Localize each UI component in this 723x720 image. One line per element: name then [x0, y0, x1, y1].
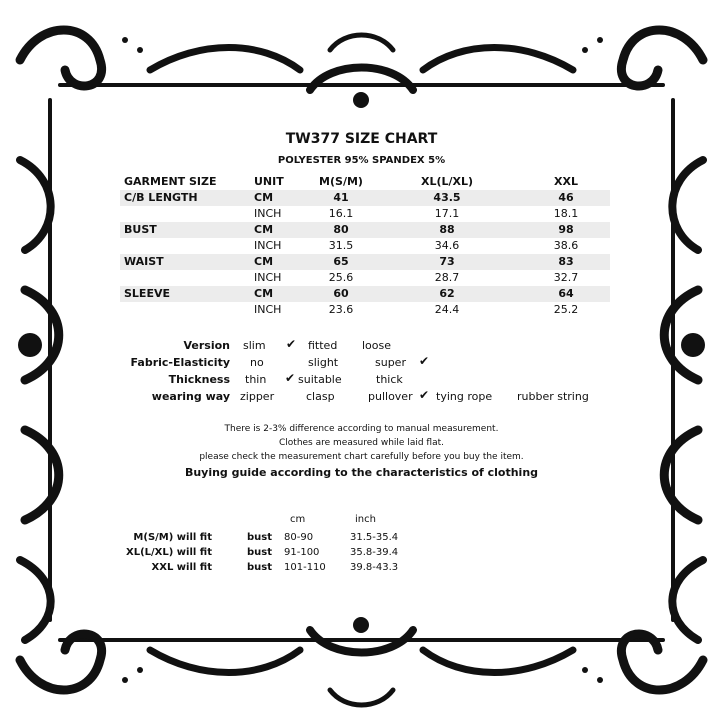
- fit-row-cm: 101-110: [284, 562, 326, 573]
- wearing-option: zipper: [240, 390, 275, 403]
- header-size-m: M(S/M): [319, 175, 363, 188]
- value-m: 65: [333, 255, 349, 268]
- table-header-row: [120, 174, 610, 190]
- value-xl: 88: [439, 223, 455, 236]
- fit-row-part: bust: [247, 562, 273, 573]
- fit-row-label: XL(L/XL) will fit: [125, 547, 212, 558]
- row-unit: INCH: [254, 271, 282, 284]
- measurement-note: There is 2-3% difference according to manual measurement.: [224, 424, 499, 434]
- table-row: [120, 270, 610, 286]
- check-icon: ✔: [419, 354, 430, 368]
- value-xxl: 64: [558, 287, 574, 300]
- value-m: 25.6: [328, 271, 354, 284]
- thickness-option: thin: [245, 373, 267, 386]
- fit-row-cm: 80-90: [284, 532, 314, 543]
- value-xxl: 98: [558, 223, 574, 236]
- value-xxl: 25.2: [553, 303, 579, 316]
- row-unit: CM: [254, 191, 274, 204]
- fit-row-label: M(S/M) will fit: [133, 532, 212, 543]
- value-xxl: 32.7: [553, 271, 579, 284]
- row-unit: INCH: [254, 239, 282, 252]
- value-m: 16.1: [328, 207, 354, 220]
- wearing-option: clasp: [306, 390, 335, 403]
- header-size-xxl: XXL: [554, 175, 578, 188]
- version-option: loose: [362, 339, 392, 352]
- elasticity-option: super: [375, 356, 406, 369]
- fit-col-cm: cm: [290, 514, 306, 525]
- page-title: TW377 SIZE CHART: [285, 131, 438, 147]
- thickness-option: suitable: [298, 373, 342, 386]
- version-option: slim: [243, 339, 266, 352]
- table-row: [120, 222, 610, 238]
- row-unit: CM: [254, 255, 274, 268]
- row-name: BUST: [124, 223, 157, 236]
- thickness-option: thick: [376, 373, 403, 386]
- value-m: 80: [333, 223, 349, 236]
- material-composition: POLYESTER 95% SPANDEX 5%: [277, 155, 446, 166]
- wearing-option: pullover: [368, 390, 413, 403]
- value-xl: 28.7: [434, 271, 460, 284]
- check-icon: ✔: [419, 388, 430, 402]
- fit-row-cm: 91-100: [284, 547, 320, 558]
- version-label: Version: [183, 339, 230, 352]
- elasticity-option: no: [250, 356, 264, 369]
- fit-row-inch: 35.8-39.4: [350, 547, 399, 558]
- measurement-note: Clothes are measured while laid flat.: [279, 438, 444, 448]
- buying-guide-title: Buying guide according to the characteristics of clothing: [184, 466, 539, 479]
- measurement-note: please check the measurement chart carefully before you buy the item.: [199, 452, 524, 462]
- value-xl: 62: [439, 287, 455, 300]
- fit-row-inch: 39.8-43.3: [350, 562, 399, 573]
- value-xl: 43.5: [433, 191, 461, 204]
- value-xl: 34.6: [434, 239, 460, 252]
- value-xxl: 18.1: [553, 207, 579, 220]
- table-row: [120, 190, 610, 206]
- header-garment-size: GARMENT SIZE: [124, 175, 217, 188]
- check-icon: ✔: [286, 337, 297, 351]
- table-row: [120, 254, 610, 270]
- value-xxl: 83: [558, 255, 574, 268]
- table-row: [120, 238, 610, 254]
- value-xl: 17.1: [434, 207, 460, 220]
- row-name: WAIST: [124, 255, 164, 268]
- row-name: SLEEVE: [124, 287, 170, 300]
- value-xxl: 38.6: [553, 239, 579, 252]
- value-m: 31.5: [328, 239, 354, 252]
- size-chart-table: [120, 174, 610, 318]
- row-unit: INCH: [254, 303, 282, 316]
- row-unit: CM: [254, 287, 274, 300]
- wearing-option: tying rope: [436, 390, 493, 403]
- header-size-xl: XL(L/XL): [420, 175, 474, 188]
- value-m: 23.6: [328, 303, 354, 316]
- table-row: [120, 302, 610, 318]
- elasticity-label: Fabric-Elasticity: [130, 356, 230, 369]
- fit-row-part: bust: [247, 547, 273, 558]
- value-m: 60: [333, 287, 349, 300]
- table-row: [120, 206, 610, 222]
- row-unit: CM: [254, 223, 274, 236]
- version-option: fitted: [308, 339, 338, 352]
- table-row: [120, 286, 610, 302]
- wearing-option: rubber string: [517, 390, 589, 403]
- fit-row-inch: 31.5-35.4: [350, 532, 399, 543]
- fit-col-inch: inch: [355, 514, 376, 525]
- wearing-way-label: wearing way: [151, 390, 230, 403]
- row-name: C/B LENGTH: [124, 191, 198, 204]
- header-unit: UNIT: [254, 175, 284, 188]
- fit-row-label: XXL will fit: [151, 562, 212, 573]
- check-icon: ✔: [285, 371, 296, 385]
- value-m: 41: [333, 191, 349, 204]
- elasticity-option: slight: [308, 356, 339, 369]
- value-xl: 24.4: [434, 303, 460, 316]
- row-unit: INCH: [254, 207, 282, 220]
- value-xxl: 46: [558, 191, 574, 204]
- fit-row-part: bust: [247, 532, 273, 543]
- thickness-label: Thickness: [168, 373, 230, 386]
- value-xl: 73: [439, 255, 455, 268]
